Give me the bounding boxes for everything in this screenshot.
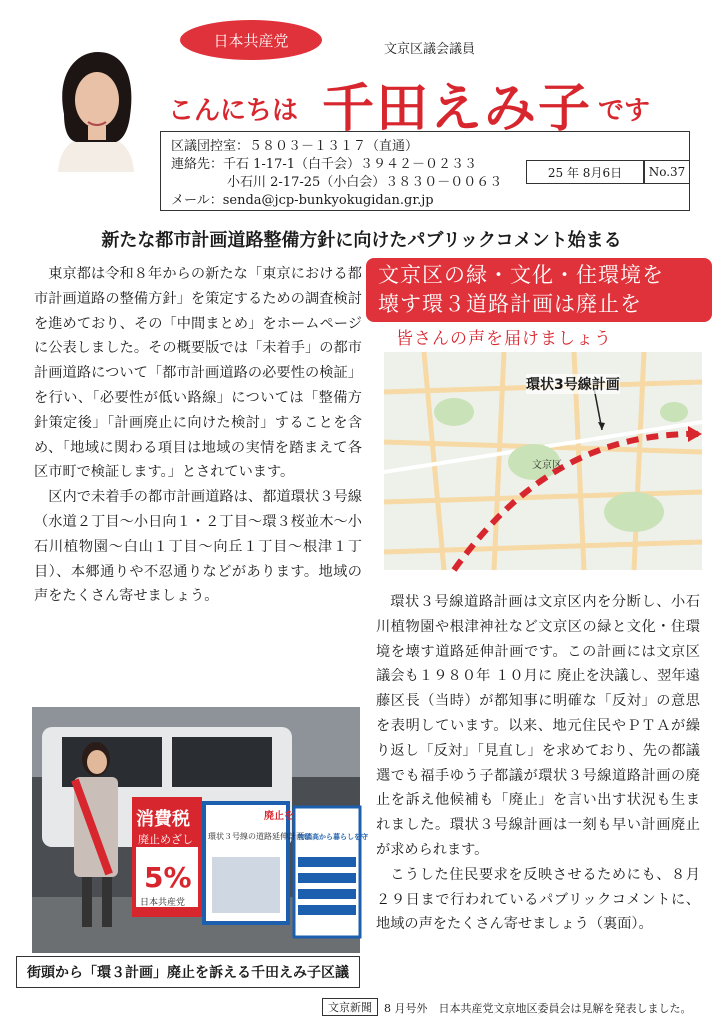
- street-speech-photo: [32, 707, 368, 953]
- board-text: 環状３号線の道路延伸計画は: [208, 832, 312, 841]
- map-area-label: 文京区: [532, 460, 562, 471]
- left-paragraph-2: 区内で未着手の都市計画道路は、都道環状３号線（水道２丁目～小日向１・２丁目～環３桜並木～小石川植物園～白山１丁目～向丘１丁目～根津１丁目）、本郷通りや不忍通りなどがあります。地域の声をたくさん寄せましょう。: [34, 489, 362, 605]
- issue-date: 25 年 8月6日: [526, 160, 644, 184]
- role-label: 文京区議会議員: [384, 42, 476, 57]
- sign-subtext: 廃止めざし: [138, 833, 193, 846]
- photo-caption: 街頭から「環３計画」廃止を訴える千田えみ子区議: [16, 956, 360, 988]
- sign-party: 日本共産党: [140, 898, 186, 908]
- contact-phone-1: 連絡先：千石 1-17-1（白千会）３９４２－０２３３: [171, 157, 478, 172]
- board-right-text: 物価高から暮らしを守: [298, 833, 368, 841]
- map-route-label: 環状3号線計画: [526, 374, 620, 394]
- issue-number: No.37: [644, 160, 690, 184]
- sign-text: 消費税: [136, 809, 190, 830]
- party-badge: 日本共産党: [180, 20, 322, 60]
- greeting: こんにちは: [168, 96, 299, 126]
- left-paragraph-1: 東京都は令和８年からの新たな「東京における都市計画道路の整備方針」を策定するための調査検討を進めており、その「中間まとめ」をホームページに公表しました。その概要版では「未着手」の都市計画道路について「都市計画道路の必要性の検証」を行い、「必要性が低い路線」については「整備方針策定後」「計画廃止に向けた検討」することを含め、「地域に関わる項目は地域の実情を踏まえて各区市町で検証します。」とされています。: [34, 266, 362, 481]
- candidate-portrait: [36, 44, 156, 172]
- left-article: [34, 262, 362, 609]
- banner-line-2: 壊す環３道路計画は廃止を: [378, 292, 642, 316]
- sign-percent: 5%: [144, 861, 192, 894]
- office-phone: 区議団控室：５８０３－１３１７（直通）: [171, 139, 419, 154]
- banner-line-1: 文京区の緑・文化・住環境を: [378, 263, 664, 287]
- contact-phone-2: 小石川 2-17-25（小白会）３８３０－００６３: [227, 175, 503, 190]
- greeting-suffix: です: [598, 96, 651, 126]
- right-article: [376, 590, 700, 937]
- footer-text: 8 月号外 日本共産党文京地区委員会は見解を発表しました。: [384, 1002, 692, 1015]
- email-address: メール：senda@jcp-bunkyokugidan.gr.jp: [171, 193, 434, 208]
- red-banner: [366, 258, 712, 322]
- candidate-name: 千田えみ子: [322, 78, 593, 139]
- right-paragraph-2: こうした住民要求を反映させるためにも、８月２９日まで行われているパブリックコメントに、地域の声をたくさん寄せましょう（裏面）。: [376, 866, 700, 933]
- subbanner: 皆さんの声を届けましょう: [396, 329, 612, 349]
- newspaper-name: 文京新聞: [322, 998, 378, 1016]
- right-paragraph-1: 環状３号線道路計画は文京区内を分断し、小石川植物園や根津神社など文京区の緑と文化・住環境を壊す道路延伸計画です。この計画には文京区議会も１９８０年 １０月に 廃止を決議し、翌年遠藤区長（当時）が都知事に明確な「反対」の意思を表明しています。以来、地元住民やＰＴＡが繰り返し「反対」「見直し」を求めており、先の都議選でも福手ゆう子都議が環状３号線道路計画の廃止を訴え他候補も「廃止」を言い出す状況も生まれました。環状３号線計画は一刻も早い計画廃止が求められます。: [376, 594, 700, 858]
- board-stop: 廃止を: [264, 811, 294, 822]
- headline: 新たな都市計画道路整備方針に向けたパブリックコメント始まる: [101, 230, 622, 251]
